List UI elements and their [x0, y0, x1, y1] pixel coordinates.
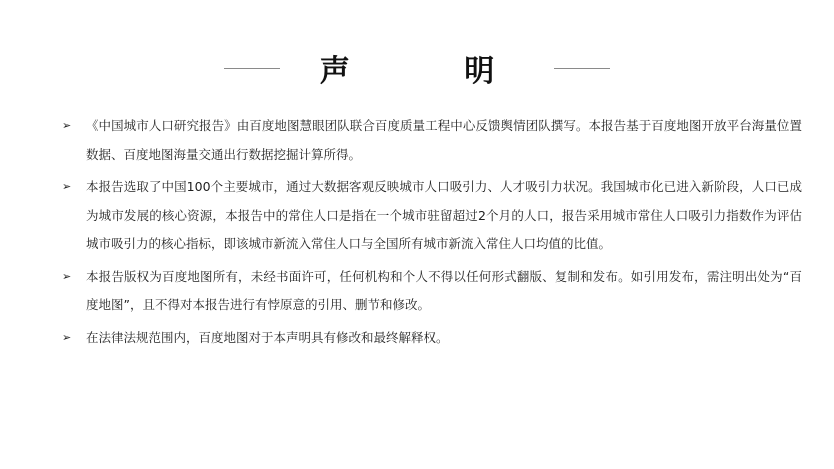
statement-list — [62, 112, 802, 356]
title-right-rule — [554, 68, 610, 69]
page-title: 声 明 — [319, 54, 547, 89]
list-item-text: 本报告版权为百度地图所有，未经书面许可，任何机构和个人不得以任何形式翻版、复制和发布。如引用发布，需注明出处为“百度地图”，且不得对本报告进行有悖原意的引用、删节和修改。 — [86, 268, 802, 312]
arrow-bullet-icon: ➢ — [62, 180, 72, 193]
arrow-bullet-icon: ➢ — [62, 269, 72, 283]
arrow-bullet-icon: ➢ — [62, 330, 72, 344]
arrow-bullet-icon: ➢ — [62, 119, 72, 132]
list-item-text: 在法律法规范围内，百度地图对于本声明具有修改和最终解释权。 — [86, 329, 449, 345]
title-row — [0, 46, 834, 90]
title-left-rule — [224, 68, 280, 69]
list-item — [62, 263, 802, 320]
list-item-text: 本报告选取了中国100个主要城市，通过大数据客观反映城市人口吸引力、人才吸引力状况。我国城市化已进入新阶段，人口已成为城市发展的核心资源，本报告中的常住人口是指在一个城市驻留超过2个月的人口，报告采用城市常住人口吸引力指数作为评估城市吸引力的核心指标，即该城市新流入常住人口与全国所有城市新流入常住人口均值的比值。 — [86, 179, 802, 251]
list-item — [62, 173, 802, 259]
list-item — [62, 112, 802, 169]
list-item — [62, 324, 802, 353]
list-item-text: 《中国城市人口研究报告》由百度地图慧眼团队联合百度质量工程中心反馈舆情团队撰写。本报告基于百度地图开放平台海量位置数据、百度地图海量交通出行数据挖掘计算所得。 — [86, 118, 802, 162]
